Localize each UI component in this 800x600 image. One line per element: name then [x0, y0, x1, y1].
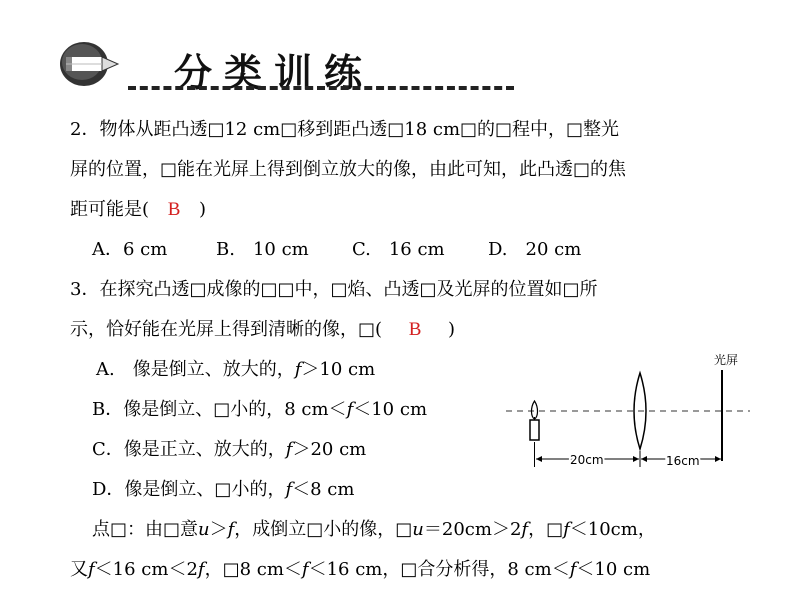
q3-line1: 3．在探究凸透□成像的□□中，□焰、凸透□及光屏的位置如□所	[70, 279, 598, 300]
q3-option-c: C．像是正立、放大的，f＞20 cm	[92, 439, 367, 460]
hint-line1: 点□：由□意u＞f，成倒立□小的像，□u＝20cm＞2f，□f＜10cm，	[92, 519, 656, 540]
pencil-icon	[58, 40, 122, 88]
section-title: 分类训练	[174, 51, 375, 95]
q2-answer: B	[167, 199, 181, 220]
dist-16cm-label: 16cm	[666, 454, 700, 468]
q2-paren-close: )	[199, 199, 207, 220]
hint-line2: 又f＜16 cm＜2f，□8 cm＜f＜16 cm，□合分析得，8 cm＜f＜10 cm	[70, 559, 651, 580]
q3-paren-close: )	[448, 319, 456, 340]
q2-line2: 屏的位置，□能在光屏上得到倒立放大的像，由此可知，此凸透□的焦	[70, 159, 627, 180]
q2-stem-end: 距可能是(	[70, 199, 150, 220]
q3-option-d: D．像是倒立、□小的，f＜8 cm	[92, 479, 355, 500]
header-divider	[128, 86, 514, 90]
q3-line2	[70, 318, 455, 342]
optics-diagram	[500, 345, 770, 475]
q3-answer: B	[408, 319, 422, 340]
q2-line3	[70, 198, 206, 222]
q2-option-a: A．6 cm	[92, 239, 168, 260]
q2-options	[92, 238, 581, 262]
q2-option-d: D. 20 cm	[488, 239, 582, 260]
q3-option-a: A. 像是倒立、放大的，f＞10 cm	[96, 359, 376, 380]
q2-line1: 2．物体从距凸透□12 cm□移到距凸透□18 cm□的□程中，□整光	[70, 119, 620, 140]
q3-option-b: B．像是倒立、□小的，8 cm＜f＜10 cm	[92, 399, 428, 420]
q2-option-b: B. 10 cm	[216, 239, 309, 260]
q3-stem-end: 示，恰好能在光屏上得到清晰的像，□(	[70, 319, 383, 340]
candle-flame	[531, 401, 537, 419]
screen-label: 光屏	[714, 353, 739, 367]
candle	[530, 420, 539, 440]
dist-20cm-label: 20cm	[570, 453, 604, 467]
q2-option-c: C. 16 cm	[352, 239, 445, 260]
